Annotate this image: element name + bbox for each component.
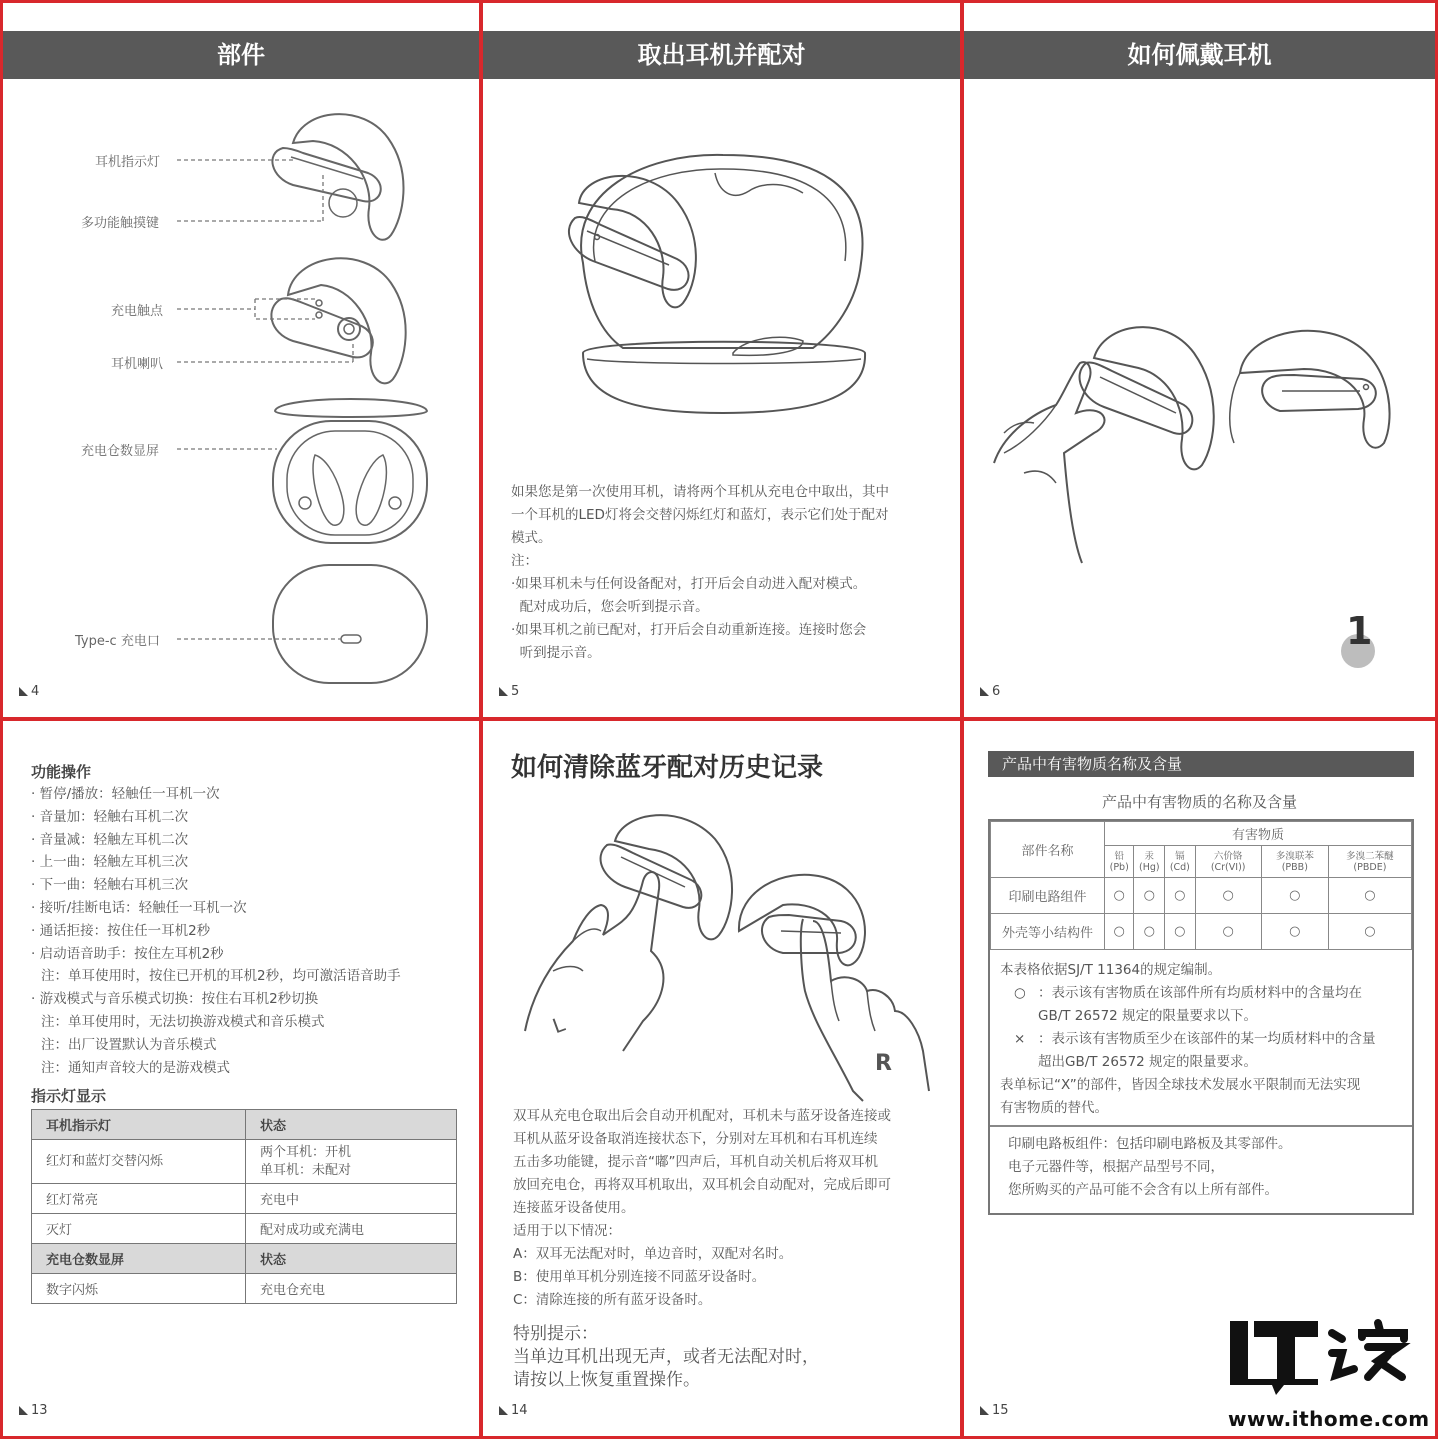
table-header-cell: 镉(Cd) bbox=[1165, 846, 1195, 878]
table-header-cell: 铅(Pb) bbox=[1105, 846, 1134, 878]
table-header-cell: 六价铬 (Cr(VI)) bbox=[1195, 846, 1261, 878]
hazard-subtitle: 产品中有害物质的名称及含量 bbox=[1101, 793, 1297, 811]
instruction-line: 连接蓝牙设备使用。 bbox=[513, 1200, 635, 1216]
table-cell: ○ bbox=[1105, 878, 1134, 914]
ops-item: · 音量减：轻触左耳机二次 bbox=[31, 831, 189, 848]
special-notice bbox=[513, 1323, 819, 1392]
ops-item: 注：单耳使用时，按住已开机的耳机2秒，均可激活语音助手 bbox=[41, 968, 401, 985]
table-row bbox=[32, 1184, 457, 1214]
hazard-bar-title: 产品中有害物质名称及含量 bbox=[988, 751, 1414, 777]
table-cell: ○ bbox=[1165, 878, 1195, 914]
table-row bbox=[991, 914, 1412, 950]
indicator-title: 指示灯显示 bbox=[31, 1087, 107, 1105]
ops-item: · 启动语音助手：按住左耳机2秒 bbox=[31, 945, 224, 962]
ops-item: · 游戏模式与音乐模式切换：按住右耳机2秒切换 bbox=[31, 991, 319, 1008]
note-line: ：表示该有害物质在该部件所有均质材料中的含量均在 bbox=[1038, 985, 1362, 1001]
table-header-row bbox=[991, 822, 1412, 846]
table-header-row bbox=[32, 1110, 457, 1140]
panel-header: 部件 bbox=[3, 31, 479, 79]
parts-illustration bbox=[3, 3, 479, 717]
table-cell: ○ bbox=[1328, 878, 1411, 914]
ops-item: 注：通知声音较大的是游戏模式 bbox=[41, 1059, 230, 1076]
pairing-text-line: 听到提示音。 bbox=[511, 645, 601, 661]
table-cell: 红灯和蓝灯交替闪烁 bbox=[32, 1140, 246, 1184]
corner-icon bbox=[980, 687, 989, 696]
table-cell: ○ bbox=[1105, 914, 1134, 950]
ops-item: · 接听/挂断电话：轻触任一耳机一次 bbox=[31, 899, 247, 916]
ops-item: 注：单耳使用时，无法切换游戏模式和音乐模式 bbox=[41, 1013, 325, 1030]
instruction-line: 双耳从充电仓取出后会自动开机配对，耳机未与蓝牙设备连接或 bbox=[513, 1108, 891, 1124]
ops-item: · 下一曲：轻触右耳机三次 bbox=[31, 877, 189, 894]
ops-item: · 通话拒接：按住任一耳机2秒 bbox=[31, 922, 211, 939]
table-cell: 红灯常亮 bbox=[32, 1184, 246, 1214]
instruction-line: 放回充电仓，再将双耳机取出，双耳机会自动配对，完成后即可 bbox=[513, 1177, 891, 1193]
table-header-row bbox=[32, 1244, 457, 1274]
ops-list bbox=[31, 783, 401, 1079]
hazard-footer bbox=[1008, 1133, 1292, 1202]
label-touch-key: 多功能触摸键 bbox=[81, 216, 160, 231]
table-header-cell: 多溴联苯 (PBB) bbox=[1261, 846, 1328, 878]
hazard-box bbox=[988, 819, 1414, 1215]
footer-line: 电子元器件等，根据产品型号不同， bbox=[1008, 1159, 1224, 1175]
pairing-text-line: 如果您是第一次使用耳机，请将两个耳机从充电仓中取出，其中 bbox=[511, 484, 889, 500]
label-charge-contacts: 充电触点 bbox=[111, 304, 164, 319]
instruction-line: 适用于以下情况： bbox=[513, 1223, 621, 1239]
label-speaker: 耳机喇叭 bbox=[111, 357, 164, 372]
table-cell: 外壳等小结构件 bbox=[991, 914, 1105, 950]
cross-symbol: × bbox=[1014, 1031, 1026, 1047]
table-header-cell: 耳机指示灯 bbox=[32, 1110, 246, 1140]
circle-symbol: ○ bbox=[1014, 985, 1026, 1001]
table-row bbox=[991, 878, 1412, 914]
table-header-cell: 状态 bbox=[246, 1110, 457, 1140]
pairing-text-line: ·如果耳机之前已配对，打开后会自动重新连接。连接时您会 bbox=[511, 622, 867, 638]
panel-parts bbox=[0, 0, 482, 720]
page-number: 14 bbox=[499, 1403, 528, 1418]
table-cell: ○ bbox=[1134, 914, 1165, 950]
table-cell: 印刷电路组件 bbox=[991, 878, 1105, 914]
logo-url: www.ithome.com bbox=[1228, 1407, 1430, 1431]
note-line: 超出GB/T 26572 规定的限量要求。 bbox=[1038, 1054, 1258, 1070]
table-cell: 充电中 bbox=[246, 1184, 457, 1214]
divider bbox=[990, 1125, 1412, 1127]
pairing-text-line: 注： bbox=[511, 553, 538, 569]
panel-operations bbox=[0, 718, 482, 1439]
ops-item: 注：出厂设置默认为音乐模式 bbox=[41, 1036, 217, 1053]
step-number: 1 bbox=[1346, 609, 1373, 653]
pairing-instructions bbox=[511, 481, 941, 665]
ithome-logo bbox=[1228, 1315, 1418, 1397]
page-number: 13 bbox=[19, 1403, 48, 1418]
table-header-cell: 充电仓数显屏 bbox=[32, 1244, 246, 1274]
note-line: GB/T 26572 规定的限量要求以下。 bbox=[1038, 1008, 1258, 1024]
note-line: 本表格依据SJ/T 11364的规定编制。 bbox=[1000, 962, 1222, 978]
ops-title: 功能操作 bbox=[31, 763, 92, 781]
pairing-text-line: 模式。 bbox=[511, 530, 552, 546]
table-cell: ○ bbox=[1195, 914, 1261, 950]
note-line: ：表示该有害物质至少在该部件的某一均质材料中的含量 bbox=[1038, 1031, 1376, 1047]
label-right: R bbox=[875, 1051, 892, 1076]
panel-wearing bbox=[961, 0, 1438, 720]
special-line: 当单边耳机出现无声，或者无法配对时， bbox=[513, 1347, 819, 1367]
table-row bbox=[32, 1140, 457, 1184]
table-cell-line: 单耳机：未配对 bbox=[260, 1162, 352, 1178]
corner-icon bbox=[980, 1406, 989, 1415]
indicator-table bbox=[31, 1109, 457, 1304]
table-cell: ○ bbox=[1261, 914, 1328, 950]
table-header-cell: 部件名称 bbox=[991, 822, 1105, 878]
table-cell bbox=[246, 1140, 457, 1184]
label-case-display: 充电仓数显屏 bbox=[81, 444, 160, 459]
instruction-line: A：双耳无法配对时，单边音时，双配对名时。 bbox=[513, 1246, 793, 1262]
instruction-line: 五击多功能键，提示音“嘟”四声后，耳机自动关机后将双耳机 bbox=[513, 1154, 878, 1170]
table-cell: 充电仓充电 bbox=[246, 1274, 457, 1304]
page-number: 6 bbox=[980, 684, 1000, 699]
table-cell: 灭灯 bbox=[32, 1214, 246, 1244]
label-typec-port: Type-c 充电口 bbox=[75, 634, 160, 649]
table-cell: ○ bbox=[1195, 878, 1261, 914]
pairing-text-line: 一个耳机的LED灯将会交替闪烁红灯和蓝灯，表示它们处于配对 bbox=[511, 507, 889, 523]
instruction-line: 耳机从蓝牙设备取消连接状态下，分别对左耳机和右耳机连续 bbox=[513, 1131, 878, 1147]
special-line: 请按以上恢复重置操作。 bbox=[513, 1370, 700, 1390]
special-line: 特别提示： bbox=[513, 1324, 598, 1344]
label-indicator: 耳机指示灯 bbox=[95, 155, 161, 170]
footer-line: 您所购买的产品可能不会含有以上所有部件。 bbox=[1008, 1182, 1278, 1198]
hazard-notes bbox=[1000, 959, 1404, 1120]
page-number: 4 bbox=[19, 684, 39, 699]
corner-icon bbox=[19, 687, 28, 696]
table-cell: 配对成功或充满电 bbox=[246, 1214, 457, 1244]
table-cell: 数字闪烁 bbox=[32, 1274, 246, 1304]
note-o bbox=[1000, 982, 1404, 1005]
corner-icon bbox=[19, 1406, 28, 1415]
ops-item: · 暂停/播放：轻触任一耳机一次 bbox=[31, 786, 220, 802]
page-number: 15 bbox=[980, 1403, 1009, 1418]
instruction-line: B：使用单耳机分别连接不同蓝牙设备时。 bbox=[513, 1269, 766, 1285]
table-row bbox=[32, 1274, 457, 1304]
table-header-cell: 多溴二苯醚 (PBDE) bbox=[1328, 846, 1411, 878]
table-cell: ○ bbox=[1328, 914, 1411, 950]
corner-icon bbox=[499, 687, 508, 696]
note-line: 表单标记“X”的部件，皆因全球技术发展水平限制而无法实现 bbox=[1000, 1077, 1361, 1093]
clear-pairing-instructions bbox=[513, 1105, 953, 1312]
panel-clear-pairing bbox=[480, 718, 963, 1439]
table-header-cell: 汞(Hg) bbox=[1134, 846, 1165, 878]
ops-item: · 音量加：轻触右耳机二次 bbox=[31, 808, 189, 825]
instruction-line: C：清除连接的所有蓝牙设备时。 bbox=[513, 1292, 712, 1308]
clear-pairing-title: 如何清除蓝牙配对历史记录 bbox=[511, 753, 824, 783]
panel-header: 如何佩戴耳机 bbox=[964, 31, 1435, 79]
note-x bbox=[1000, 1028, 1404, 1051]
footer-line: 印刷电路板组件：包括印刷电路板及其零部件。 bbox=[1008, 1136, 1292, 1152]
table-cell: ○ bbox=[1165, 914, 1195, 950]
pairing-text-line: ·如果耳机未与任何设备配对，打开后会自动进入配对模式。 bbox=[511, 576, 867, 592]
pairing-text-line: 配对成功后，您会听到提示音。 bbox=[511, 599, 709, 615]
hazard-table bbox=[990, 821, 1412, 950]
panel-header: 取出耳机并配对 bbox=[483, 31, 960, 79]
table-header-cell: 有害物质 bbox=[1105, 822, 1412, 846]
note-line: 有害物质的替代。 bbox=[1000, 1100, 1108, 1116]
table-row bbox=[32, 1214, 457, 1244]
table-cell: ○ bbox=[1261, 878, 1328, 914]
corner-icon bbox=[499, 1406, 508, 1415]
panel-pairing bbox=[480, 0, 963, 720]
page-number: 5 bbox=[499, 684, 519, 699]
label-left: L bbox=[549, 1011, 568, 1039]
table-header-cell: 状态 bbox=[246, 1244, 457, 1274]
table-cell: ○ bbox=[1134, 878, 1165, 914]
panel-hazardous-substances bbox=[961, 718, 1438, 1439]
table-cell-line: 两个耳机：开机 bbox=[260, 1144, 352, 1160]
ops-item: · 上一曲：轻触左耳机三次 bbox=[31, 854, 189, 871]
